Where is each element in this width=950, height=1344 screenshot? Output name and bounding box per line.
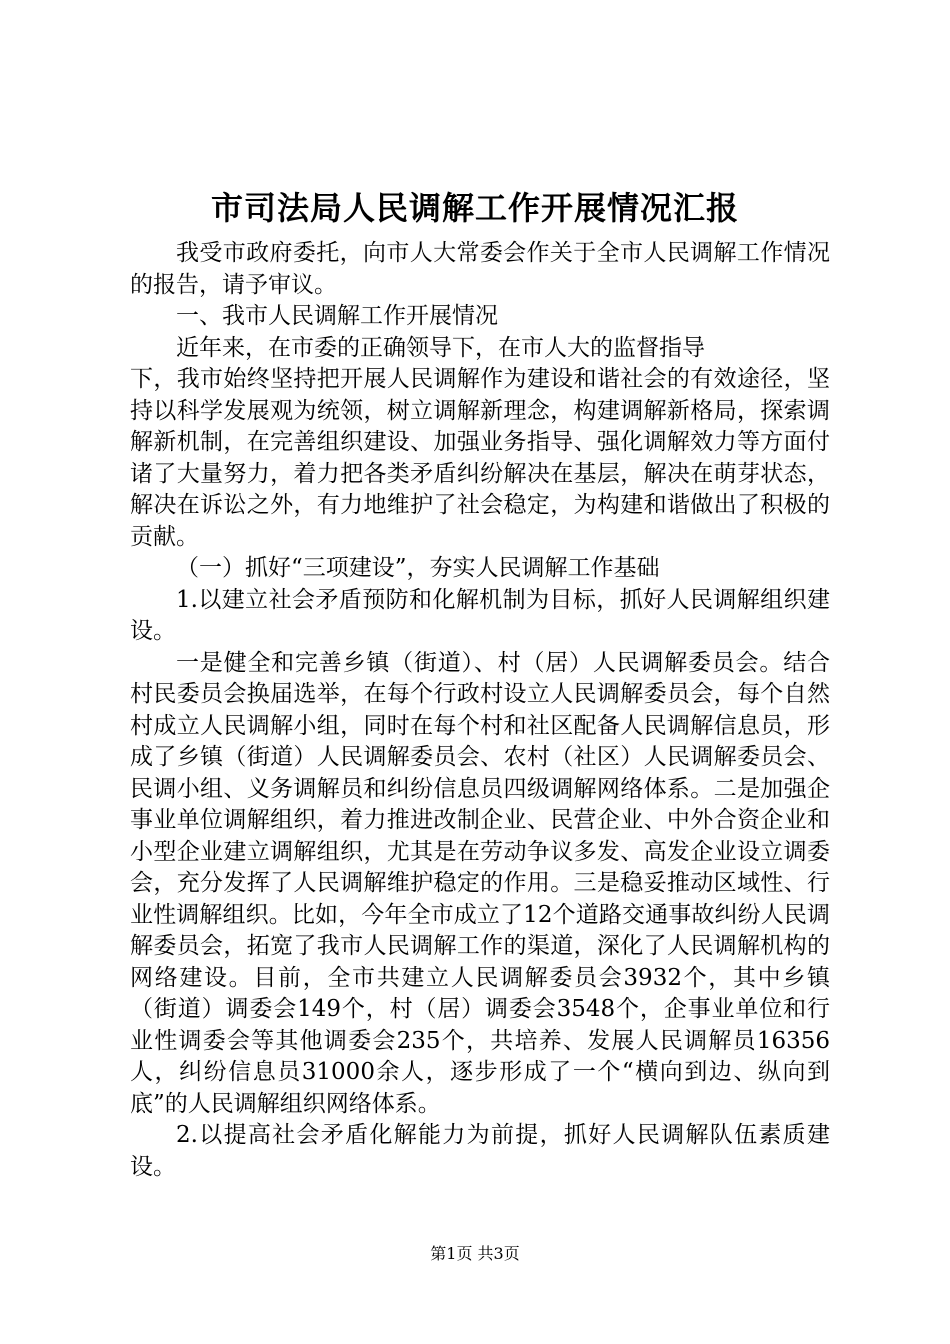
section-heading-1: 一、我市人民调解工作开展情况 bbox=[176, 303, 498, 329]
paragraph-intro: 我受市政府委托，向市人大常委会作关于全市人民调解工作情况的报告，请予审议。 bbox=[130, 240, 830, 298]
paragraph-recent-years: 近年来，在市委的正确领导下，在市人大的监督指导 bbox=[176, 334, 705, 361]
paragraph-recent-years-continued: 下，我市始终坚持把开展人民调解作为建设和谐社会的有效途径，坚持以科学发展观为统领，树立调解新理念，构建调解新格局，探索调解新机制，在完善组织建设、加强业务指导、强化调解效力等方面付诸了大量努力，着力把各类矛盾纠纷解决在基层，解决在萌芽状态，解决在诉讼之外，有力地维护了社会稳定，为构建和谐做出了积极的贡献。 bbox=[130, 366, 830, 550]
paragraph-organization-building: 一是健全和完善乡镇（街道）、村（居）人民调解委员会。结合村民委员会换届选举，在每个行政村设立人民调解委员会，每个自然村成立人民调解小组，同时在每个村和社区配备人民调解信息员，形成了乡镇（街道）人民调解委员会、农村（社区）人民调解委员会、民调小组、义务调解员和纠纷信息员四级调解网络体系。二是加强企事业单位调解组织，着力推进改制企业、民营企业、中外合资企业和小型企业建立调解组织，尤其是在劳动争议多发、高发企业设立调委会，充分发挥了人民调解维护稳定的作用。三是稳妥推动区域性、行业性调解组织。比如，今年全市成立了12个道路交通事故纠纷人民调解委员会，拓宽了我市人民调解工作的渠道，深化了人民调解机构的网络建设。目前，全市共建立人民调解委员会3932个，其中乡镇（街道）调委会149个，村（居）调委会3548个，企事业单位和行业性调委会等其他调委会235个，共培养、发展人民调解员16356人，纠纷信息员31000余人，逐步形成了一个“横向到边、纵向到底”的人民调解组织网络体系。 bbox=[130, 649, 830, 1117]
subsection-heading-1: （一）抓好“三项建设”，夯实人民调解工作基础 bbox=[176, 555, 660, 581]
document-body bbox=[130, 238, 830, 1183]
item-heading-1: 1.以建立社会矛盾预防和化解机制为目标，抓好人民调解组织建设。 bbox=[130, 586, 830, 644]
item-heading-2: 2.以提高社会矛盾化解能力为前提，抓好人民调解队伍素质建设。 bbox=[130, 1122, 830, 1180]
page-footer: 第1页 共3页 bbox=[430, 1244, 520, 1263]
document-title: 市司法局人民调解工作开展情况汇报 bbox=[210, 189, 739, 227]
